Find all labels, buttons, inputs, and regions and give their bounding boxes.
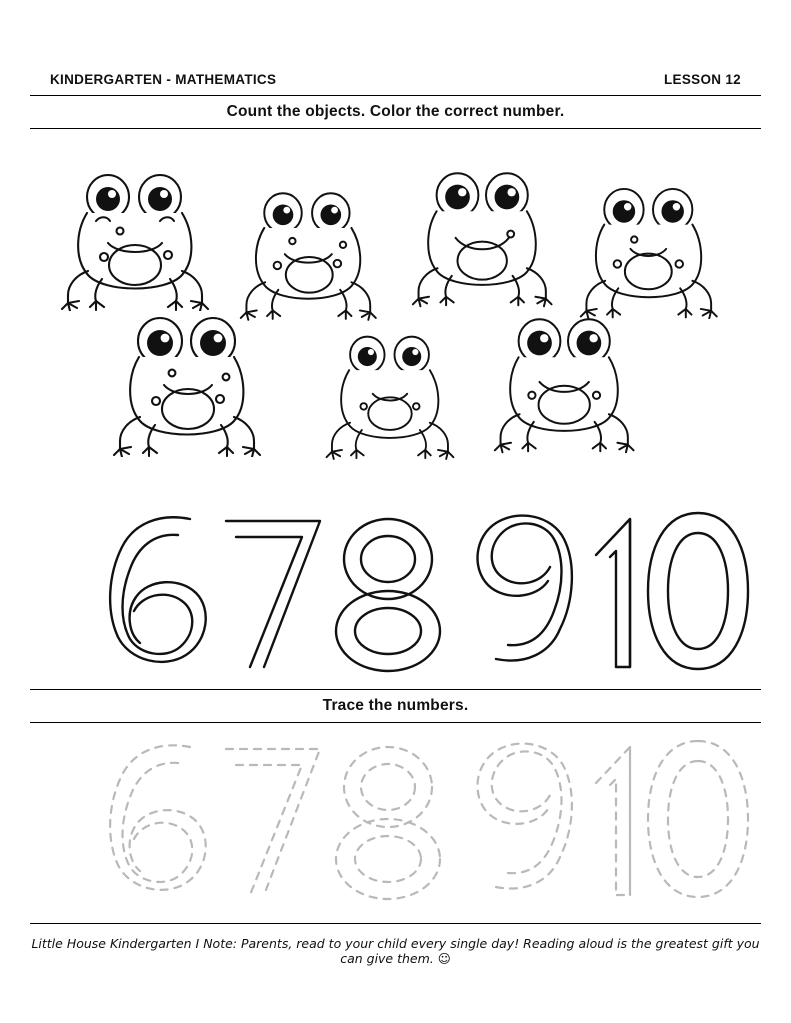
page-header [30,0,761,95]
instruction-text-top: Count the objects. Color the correct number. [226,103,565,120]
number-choice-9 [478,516,572,661]
header-lesson: LESSON 12 [664,72,741,87]
frog-icon [60,161,220,311]
number-choice-8 [336,519,440,671]
frog-icon [492,307,644,455]
frog-icon [238,177,388,322]
footer-note: Little House Kindergarten I Note: Parents, read to your child every single day! Reading aloud is the greatest gift you can give them. ☺ [31,936,760,966]
trace-number-7 [226,749,320,895]
instruction-band-top [30,96,761,128]
instruction-band-trace [30,690,761,722]
counting-objects-area [30,139,761,499]
trace-number-9 [478,744,572,889]
header-subject: KINDERGARTEN - MATHEMATICS [50,72,277,87]
number-choices-area [30,499,761,679]
number-choice-6 [110,517,206,662]
frog-icon [410,161,562,309]
number-choice-7 [226,521,320,667]
instruction-text-trace: Trace the numbers. [322,697,469,714]
number-choice-10 [596,513,748,669]
frog-icon [322,321,467,461]
trace-number-8 [336,747,440,899]
frog-icon [112,307,272,457]
trace-number-6 [110,745,206,890]
tracing-area[interactable] [30,723,761,923]
trace-number-10 [596,741,748,897]
frog-icon [578,177,728,319]
